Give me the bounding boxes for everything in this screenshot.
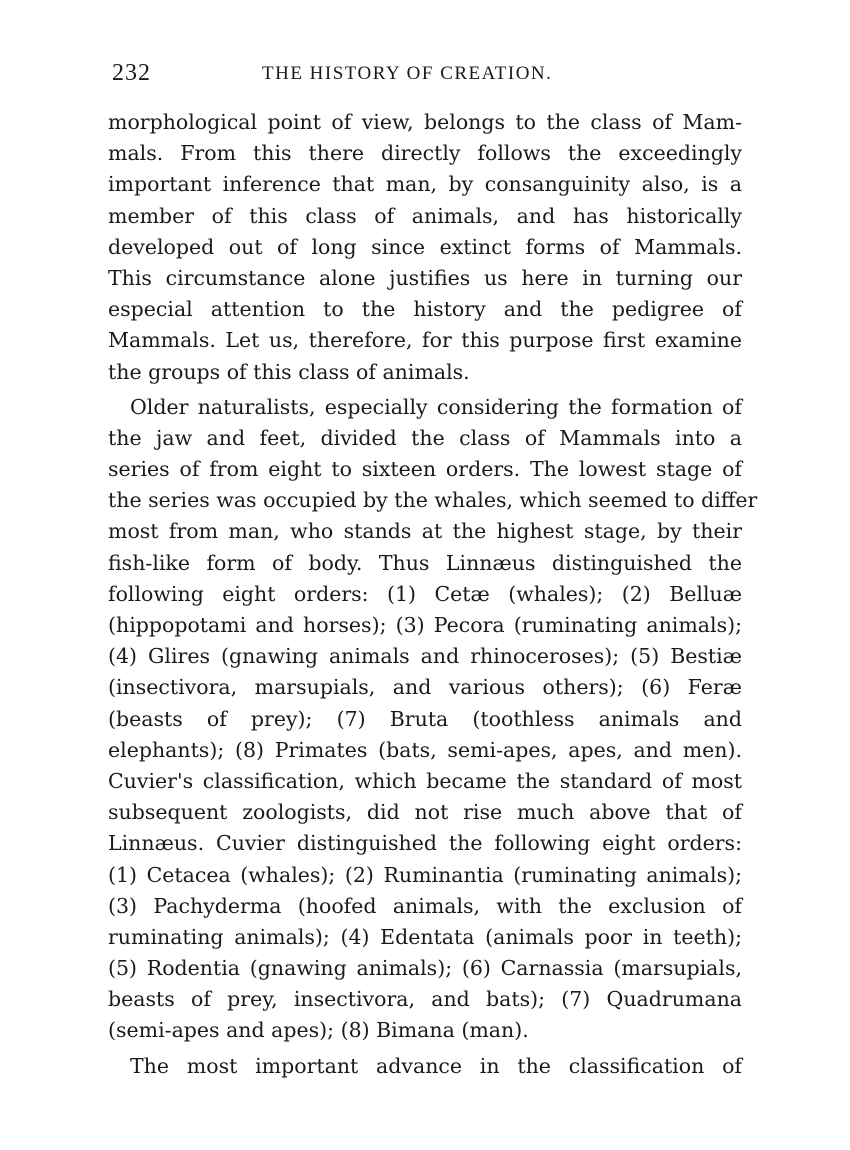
text-line: the groups of this class of animals.	[108, 359, 470, 384]
text-line: Older naturalists, especially considering the formation of	[130, 394, 742, 419]
running-head	[112, 60, 742, 90]
text-line: following eight orders: (1) Cetæ (whales); (2) Belluæ	[108, 581, 742, 606]
text-line: (beasts of prey); (7) Bruta (toothless animals and	[108, 706, 742, 731]
page-number: 232	[112, 60, 151, 86]
text-line: the jaw and feet, divided the class of Mammals into a	[108, 425, 742, 450]
text-line: (5) Rodentia (gnawing animals); (6) Carnassia (marsupials,	[108, 956, 742, 981]
body-text	[108, 107, 758, 1082]
text-line: developed out of long since extinct forms of Mammals.	[108, 234, 742, 259]
text-line: Mammals. Let us, therefore, for this purpose first examine	[108, 328, 742, 353]
text-line: subsequent zoologists, did not rise much above that of	[108, 800, 742, 825]
text-line: mals. From this there directly follows the exceedingly	[108, 141, 742, 166]
text-line: beasts of prey, insectivora, and bats); (7) Quadrumana	[108, 987, 742, 1012]
text-line: This circumstance alone justifies us here in turning our	[108, 265, 742, 290]
text-line: especial attention to the history and the pedigree of	[108, 297, 742, 322]
text-line: (3) Pachyderma (hoofed animals, with the exclusion of	[108, 893, 742, 918]
text-line: (hippopotami and horses); (3) Pecora (ruminating animals);	[108, 613, 742, 637]
running-title: THE HISTORY OF CREATION.	[262, 63, 553, 84]
text-line: Linnæus. Cuvier distinguished the following eight orders:	[108, 831, 742, 856]
text-line: (semi-apes and apes); (8) Bimana (man).	[108, 1018, 529, 1043]
text-line: (insectivora, marsupials, and various others); (6) Feræ	[108, 675, 742, 700]
paragraph-1	[108, 107, 742, 388]
text-line: series of from eight to sixteen orders. The lowest stage of	[108, 457, 742, 482]
text-line: morphological point of view, belongs to the class of Mam-	[108, 110, 742, 134]
text-line: Cuvier's classification, which became the standard of most	[108, 768, 742, 793]
paragraph-3	[108, 1051, 742, 1082]
text-line: ruminating animals); (4) Edentata (animals poor in teeth);	[108, 924, 742, 949]
text-line: elephants); (8) Primates (bats, semi-apes, apes, and men).	[108, 737, 742, 762]
paragraph-2	[108, 392, 758, 1047]
text-line: (4) Glires (gnawing animals and rhinoceroses); (5) Bestiæ	[108, 644, 742, 669]
text-line: important inference that man, by consanguinity also, is a	[108, 172, 742, 197]
text-line: fish-like form of body. Thus Linnæus distinguished the	[108, 550, 742, 575]
text-line: the series was occupied by the whales, which seemed to differ	[108, 488, 758, 513]
text-line: The most important advance in the classification of	[130, 1053, 742, 1078]
text-line: (1) Cetacea (whales); (2) Ruminantia (ruminating animals);	[108, 862, 742, 887]
text-line: member of this class of animals, and has historically	[108, 203, 742, 228]
text-line: most from man, who stands at the highest stage, by their	[108, 519, 742, 544]
